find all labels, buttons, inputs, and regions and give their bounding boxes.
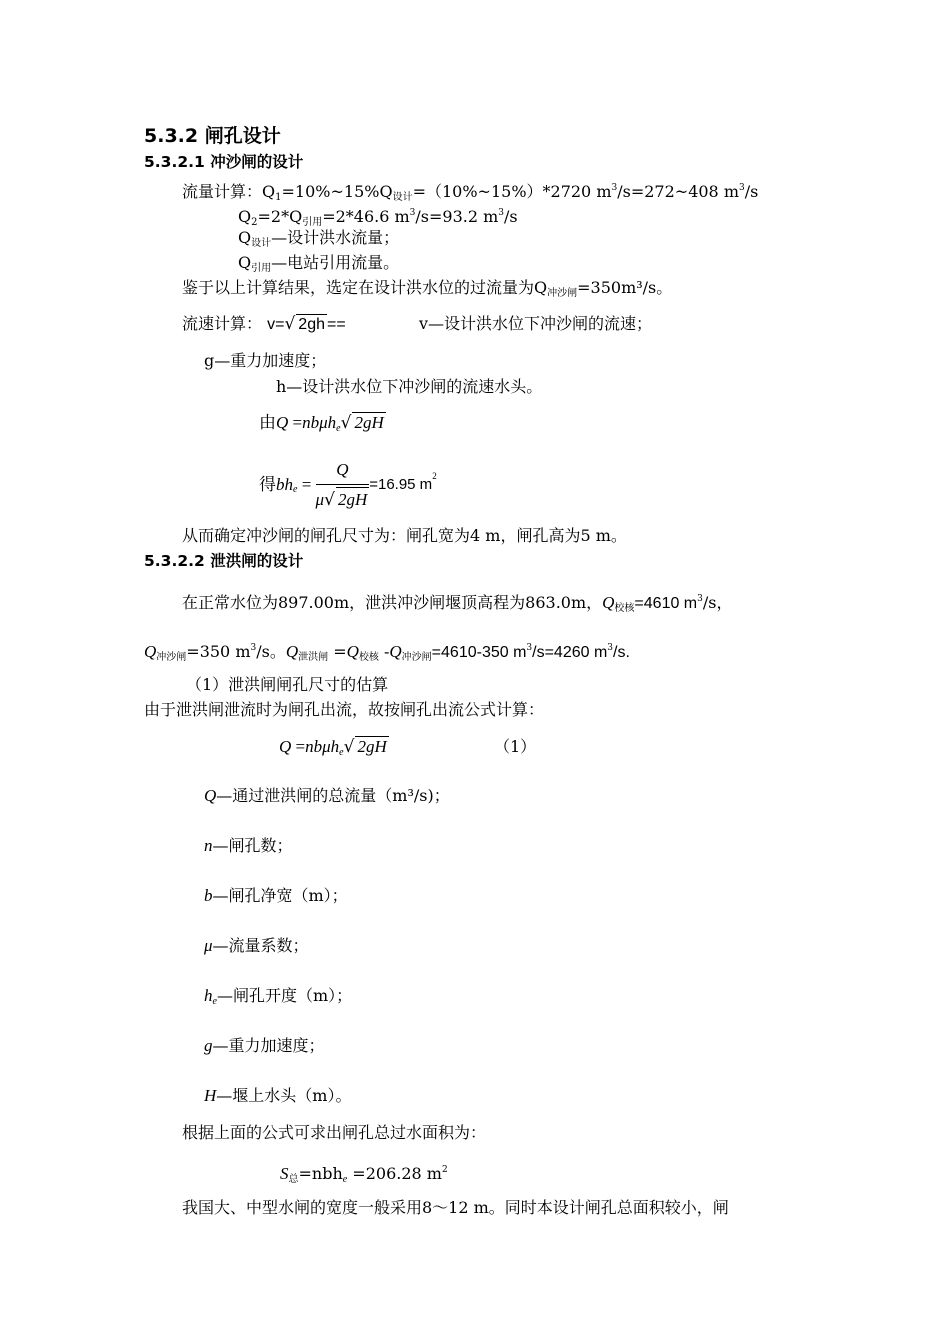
q-check: Q: [602, 593, 615, 612]
q2-expression-2: =2*46.6 m: [322, 207, 410, 226]
q-sand-unit: /s。: [256, 642, 286, 661]
subsection-number: 5.3.2.2: [144, 552, 205, 570]
q2-expression: =2*Q: [257, 207, 303, 226]
var-symbol: Q: [204, 786, 217, 805]
q-check: Q: [346, 642, 359, 661]
def-q-sub: 设计: [251, 238, 272, 249]
var-text: —流量系数；: [212, 936, 309, 955]
var-def-g: [204, 1036, 325, 1056]
var-symbol: g: [204, 1036, 213, 1055]
fraction-sqrt-arg: 2gH: [336, 487, 369, 512]
formula-bh: [259, 458, 437, 512]
q-sand-value: =350 m: [186, 642, 251, 661]
area-value: =206.28 m: [347, 1164, 442, 1183]
var-def-H: [204, 1086, 351, 1106]
def-q-text: —电站引用流量。: [271, 253, 400, 272]
h-definition: h—设计洪水位下冲沙闸的流速水头。: [276, 377, 543, 396]
area-intro-text: 根据上面的公式可求出闸孔总过水面积为：: [182, 1123, 487, 1142]
velocity-tail: ==: [327, 316, 346, 333]
estimate-title-text: （1）泄洪闸闸孔尺寸的估算: [186, 675, 389, 694]
q-check-value: =4610 m: [634, 595, 698, 612]
area-expr: =nbh: [298, 1164, 343, 1183]
unit-cube: 3: [697, 594, 703, 604]
q1-design-subscript: 设计: [392, 192, 413, 203]
area-expr-sub: e: [342, 1174, 348, 1185]
velocity-sqrt-arg: 2gh: [298, 316, 325, 333]
q1-symbol: Q: [262, 182, 276, 201]
var-symbol: H: [204, 1086, 217, 1105]
q-flood-unit: /s=4260 m: [532, 644, 608, 661]
unit-cube: 3: [409, 208, 416, 218]
q-check-sub: 校核: [614, 603, 635, 614]
sqrt-icon: √: [284, 314, 296, 334]
unit-cube: 3: [526, 643, 533, 653]
formula-rhs: nbμh: [305, 737, 340, 756]
flood-line-1: [182, 589, 732, 619]
def-q: Q: [238, 253, 252, 272]
var-def-he: [204, 986, 352, 1012]
def-q-design: [238, 228, 399, 254]
subsection-heading-1: [144, 152, 303, 172]
section-heading: [144, 126, 281, 146]
estimate-intro-text: 由于泄洪闸泄流时为闸孔出流，故按闸孔出流公式计算：: [144, 700, 545, 719]
q1-unit-2: /s: [744, 182, 759, 201]
g-def: [204, 351, 326, 371]
var-symbol: b: [204, 886, 213, 905]
estimate-intro: [144, 700, 544, 720]
q2-use-subscript: 引用: [302, 217, 323, 228]
q2-unit: /s=93.2 m: [415, 207, 499, 226]
equation-number-text: （1）: [494, 737, 537, 756]
formula-result: =16.95 m: [369, 476, 433, 493]
q-flood-sub: 泄洪闸: [298, 652, 329, 663]
var-text: —闸孔开度（m）；: [216, 986, 353, 1005]
sqrt-icon: √: [340, 413, 352, 433]
var-text: —闸孔净宽（m）；: [212, 886, 348, 905]
formula-rhs-sub: e: [336, 423, 341, 434]
unit-cube: 3: [611, 183, 618, 193]
q1-expression-2: =（10%~15%）*2720 m: [412, 182, 612, 201]
var-def-b: [204, 886, 348, 906]
flow-conclusion: [182, 278, 672, 304]
q-sand: Q: [389, 642, 402, 661]
sluice-size: [182, 526, 627, 546]
area-intro: [182, 1123, 486, 1143]
q2-unit-2: /s: [504, 207, 518, 226]
def-q: Q: [238, 228, 252, 247]
conclusion-value: =350m³/s。: [577, 278, 673, 297]
var-text: —通过泄洪闸的总流量（m³/s)；: [216, 786, 450, 805]
formula-sqrt-arg: 2gH: [354, 413, 384, 432]
conclusion-sub: 冲沙闸: [547, 288, 578, 299]
formula-eq: =: [297, 475, 312, 494]
formula-eq: =: [288, 413, 303, 432]
section-number: 5.3.2: [144, 125, 199, 147]
var-text: —重力加速度；: [212, 1036, 325, 1055]
q-check-unit: /s，: [702, 593, 733, 612]
sqrt-icon: √: [343, 737, 355, 757]
var-symbol: h: [204, 986, 213, 1005]
var-text: —闸孔数；: [212, 836, 293, 855]
q-flood-result: =4610-350 m: [431, 644, 527, 661]
formula-prefix: 由: [259, 413, 276, 432]
formula-lhs-sub: e: [293, 483, 298, 495]
formula-eq: =: [291, 737, 306, 756]
h-def: [276, 377, 542, 397]
area-s: S: [280, 1164, 289, 1183]
formula-rhs: nbμh: [302, 413, 337, 432]
def-q-use: [238, 253, 399, 279]
var-subscript: e: [212, 996, 217, 1007]
flood-line-2: [144, 638, 630, 668]
subsection-title: 冲沙闸的设计: [210, 153, 304, 171]
closing-text: 我国大、中型水闸的宽度一般采用8～12 m。同时本设计闸孔总面积较小，闸: [182, 1198, 729, 1217]
flood-line-1-text: 在正常水位为897.00m，泄洪冲沙闸堰顶高程为863.0m，: [182, 593, 603, 612]
formula-lhs: Q: [279, 737, 292, 756]
q-check-sub: 校核: [358, 652, 379, 663]
minus: -: [378, 642, 390, 661]
velocity-label: 流速计算：: [182, 314, 263, 333]
q-flood: Q: [285, 642, 299, 661]
area-s-sub: 总: [288, 1174, 299, 1185]
formula-result-sup: 2: [432, 470, 437, 481]
var-text: —堰上水头（m）。: [216, 1086, 352, 1105]
closing-line: [182, 1198, 729, 1218]
fraction: [316, 458, 370, 512]
fraction-numerator: Q: [316, 458, 370, 485]
velocity-line: [182, 314, 346, 335]
var-def-mu: [204, 936, 309, 956]
q1-expression: =10%~15%Q: [281, 182, 393, 201]
subsection-title: 泄洪闸的设计: [210, 552, 304, 570]
area-formula: [280, 1160, 448, 1190]
var-symbol: μ: [204, 936, 213, 955]
flow-calc-label: 流量计算：: [182, 182, 263, 201]
area-value-sup: 2: [441, 1165, 448, 1175]
formula-lhs: bh: [276, 475, 293, 494]
formula-orifice-flow-2: [279, 736, 389, 763]
g-definition: g—重力加速度；: [204, 351, 327, 370]
q-sand-sub: 冲沙闸: [156, 652, 187, 663]
formula-prefix: 得: [259, 475, 276, 494]
formula-rhs-sub: e: [339, 747, 344, 758]
var-def-n: [204, 836, 293, 856]
q-sand-sub: 冲沙闸: [401, 652, 432, 663]
q2-subscript: 2: [251, 217, 258, 228]
conclusion-text: 鉴于以上计算结果，选定在设计洪水位的过流量为Q: [182, 278, 548, 297]
def-q-sub: 引用: [251, 263, 272, 274]
var-def-Q: [204, 786, 450, 806]
unit-cube: 3: [250, 643, 257, 653]
sqrt-icon: √: [324, 490, 335, 510]
q1-subscript: 1: [275, 192, 282, 203]
v-definition: v—设计洪水位下冲沙闸的流速；: [419, 314, 653, 333]
eq: =: [328, 642, 347, 661]
def-q-text: —设计洪水流量；: [271, 228, 400, 247]
var-symbol: n: [204, 836, 213, 855]
fraction-denominator: [316, 485, 370, 512]
q-sand: Q: [144, 642, 157, 661]
unit-cube: 3: [607, 643, 614, 653]
estimate-title: [186, 675, 388, 695]
unit-cube: 3: [738, 183, 745, 193]
section-title: 闸孔设计: [204, 125, 281, 147]
velocity-def: [419, 314, 652, 334]
velocity-eq: v=: [267, 316, 285, 333]
unit-cube: 3: [498, 208, 505, 218]
subsection-number: 5.3.2.1: [144, 153, 205, 171]
formula-sqrt-arg: 2gH: [357, 737, 387, 756]
q-flood-unit-2: /s.: [613, 644, 630, 661]
equation-number: [494, 737, 536, 757]
mu-symbol: μ: [315, 490, 325, 509]
sluice-size-text: 从而确定冲沙闸的闸孔尺寸为：闸孔宽为4 m，闸孔高为5 m。: [182, 526, 627, 545]
formula-orifice-flow: [259, 412, 386, 439]
formula-lhs: Q: [276, 413, 289, 432]
q1-unit: /s=272~408 m: [617, 182, 739, 201]
q2-symbol: Q: [238, 207, 252, 226]
subsection-heading-2: [144, 551, 303, 571]
